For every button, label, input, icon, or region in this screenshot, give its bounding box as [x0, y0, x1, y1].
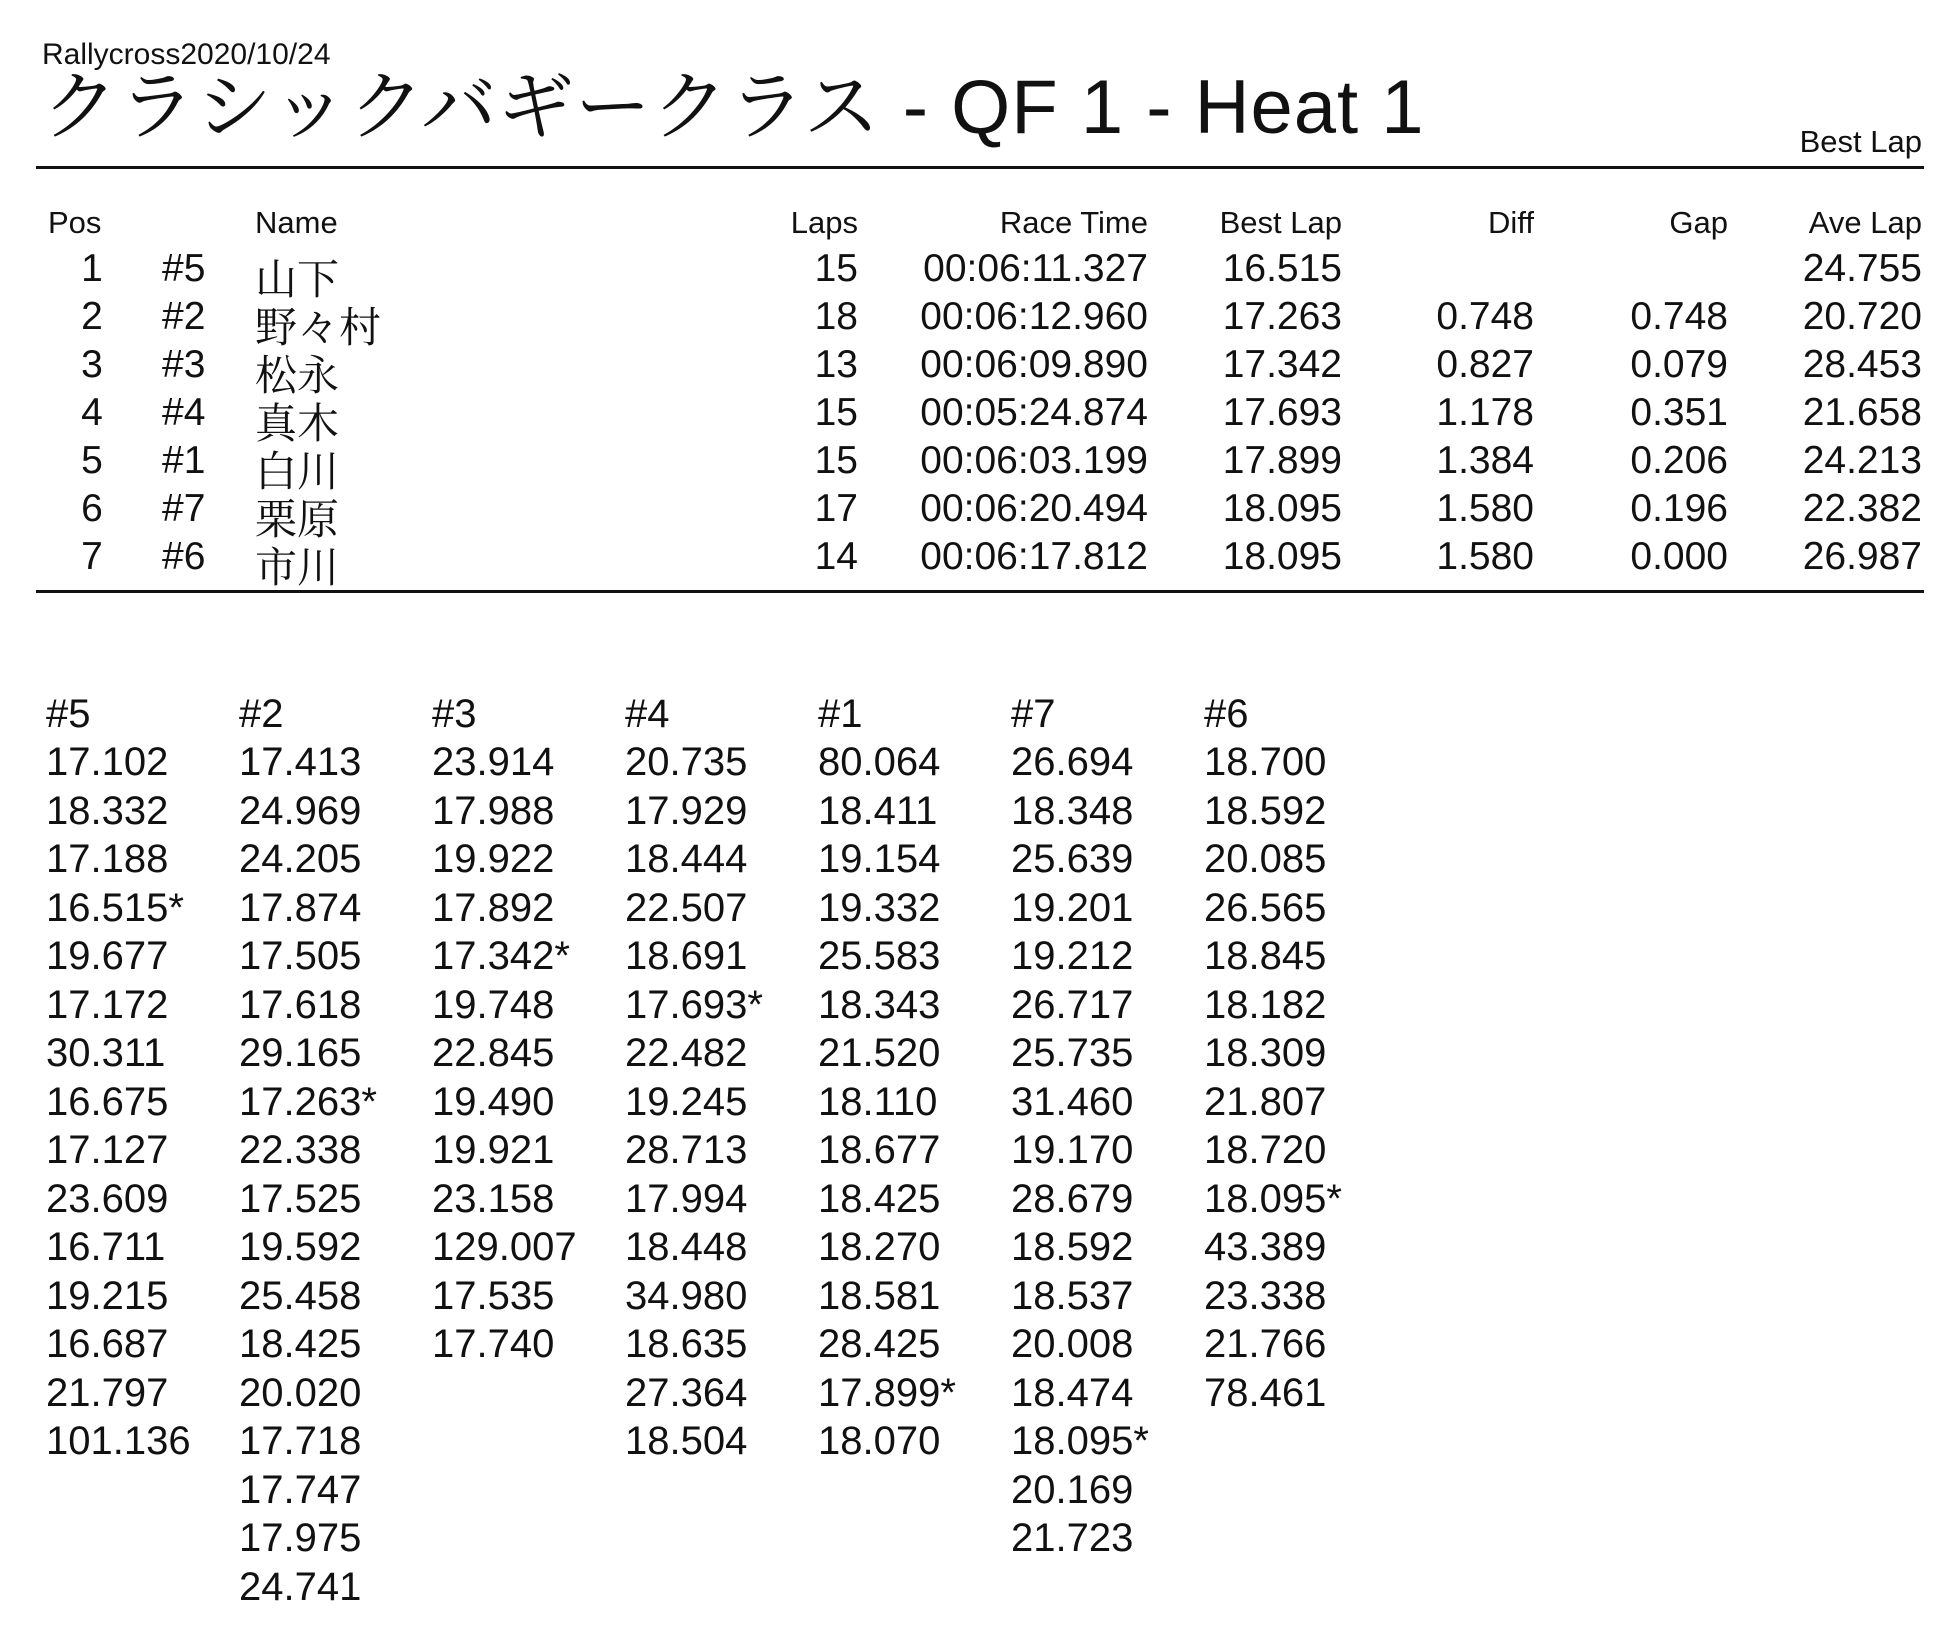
lap-time: 18.592 [1011, 1225, 1134, 1269]
row-car-number: #6 [162, 535, 206, 578]
lap-time: 23.609 [46, 1176, 169, 1221]
lap-time: 17.618 [239, 982, 362, 1027]
lap-time: 18.474 [1011, 1370, 1134, 1415]
lap-time: 21.723 [1011, 1516, 1134, 1560]
header-diff: Diff [1488, 205, 1534, 240]
row-diff: 0.827 [1436, 343, 1534, 386]
lap-column [432, 690, 625, 1611]
lap-time: 29.165 [239, 1031, 362, 1075]
lap-time: 18.110 [818, 1079, 938, 1124]
row-driver-name: 白川 [255, 447, 340, 496]
header-pos: Pos [48, 205, 102, 240]
header-name: Name [255, 205, 338, 240]
lap-time: 18.095* [1204, 1176, 1342, 1221]
lap-time: 18.845 [1204, 934, 1327, 978]
lap-time: 18.581 [818, 1273, 941, 1318]
row-driver-name: 栗原 [255, 495, 340, 544]
lap-time: 18.270 [818, 1225, 941, 1269]
row-gap: 0.351 [1630, 391, 1728, 434]
lap-time: 25.639 [1011, 837, 1134, 881]
lap-time: 19.245 [625, 1079, 748, 1124]
lap-time: 18.348 [1011, 788, 1134, 833]
lap-time: 31.460 [1011, 1079, 1134, 1124]
lap-column [1011, 690, 1204, 1611]
lap-time: 18.700 [1204, 740, 1327, 784]
lap-time: 21.797 [46, 1370, 169, 1415]
row-laps: 17 [814, 487, 858, 530]
lap-time: 19.592 [239, 1225, 362, 1269]
lap-time: 20.020 [239, 1370, 362, 1415]
lap-times-grid [46, 690, 1397, 1611]
lap-time: 20.735 [625, 740, 748, 784]
table-row [0, 487, 1956, 544]
lap-time: 78.461 [1204, 1370, 1327, 1415]
lap-time: 25.735 [1011, 1031, 1134, 1075]
row-gap: 0.196 [1630, 487, 1728, 530]
lap-time: 17.747 [239, 1467, 362, 1512]
lap-column [625, 690, 818, 1611]
lap-time: 26.717 [1011, 982, 1134, 1027]
row-diff: 0.748 [1436, 295, 1534, 338]
lap-time: 17.413 [239, 740, 362, 784]
lap-time: 18.444 [625, 837, 748, 881]
lap-time: 21.766 [1204, 1322, 1327, 1366]
top-rule [36, 166, 1924, 169]
lap-time: 28.679 [1011, 1176, 1134, 1221]
row-ave-lap: 28.453 [1802, 343, 1922, 386]
lap-time: 17.929 [625, 788, 748, 833]
lap-column-car-number: #4 [625, 692, 670, 736]
lap-time: 18.720 [1204, 1128, 1327, 1172]
lap-time: 18.425 [239, 1322, 362, 1366]
lap-column-car-number: #5 [46, 692, 91, 736]
row-race-time: 00:06:11.327 [923, 247, 1148, 290]
lap-time: 17.505 [239, 934, 362, 978]
row-best-lap: 17.342 [1222, 343, 1342, 386]
lap-column-car-number: #2 [239, 692, 284, 736]
lap-time: 19.154 [818, 837, 941, 881]
row-car-number: #7 [162, 487, 206, 530]
table-row [0, 343, 1956, 400]
lap-time: 17.525 [239, 1176, 362, 1221]
row-race-time: 00:06:17.812 [920, 535, 1148, 578]
row-laps: 15 [814, 247, 858, 290]
row-gap: 0.748 [1630, 295, 1728, 338]
lap-time: 24.741 [239, 1564, 362, 1609]
row-race-time: 00:05:24.874 [920, 391, 1148, 434]
row-driver-name: 市川 [255, 543, 340, 592]
event-date: Rallycross2020/10/24 [42, 38, 331, 71]
lap-time: 18.448 [625, 1225, 748, 1269]
lap-time: 24.969 [239, 788, 362, 833]
lap-time: 22.507 [625, 885, 748, 930]
table-row [0, 295, 1956, 352]
lap-time: 101.136 [46, 1419, 191, 1463]
row-car-number: #4 [162, 391, 206, 434]
lap-time: 28.713 [625, 1128, 748, 1172]
lap-time: 17.127 [46, 1128, 169, 1172]
row-pos: 1 [81, 247, 103, 290]
row-pos: 4 [81, 391, 103, 434]
lap-time: 19.215 [46, 1273, 169, 1318]
lap-time: 19.748 [432, 982, 555, 1027]
lap-column-car-number: #7 [1011, 692, 1056, 736]
row-best-lap: 18.095 [1222, 487, 1342, 530]
lap-column-car-number: #3 [432, 692, 477, 736]
row-laps: 13 [814, 343, 858, 386]
lap-time: 17.740 [432, 1322, 555, 1366]
lap-time: 17.342* [432, 934, 570, 978]
row-pos: 7 [81, 535, 103, 578]
lap-time: 19.922 [432, 837, 555, 881]
lap-time: 20.169 [1011, 1467, 1134, 1512]
lap-column [46, 690, 239, 1611]
lap-time: 18.504 [625, 1419, 748, 1463]
row-race-time: 00:06:03.199 [920, 439, 1148, 482]
row-best-lap: 17.899 [1222, 439, 1342, 482]
lap-time: 28.425 [818, 1322, 941, 1366]
lap-time: 17.899* [818, 1370, 956, 1415]
lap-time: 19.332 [818, 885, 941, 930]
row-ave-lap: 24.213 [1802, 439, 1922, 482]
lap-time: 17.994 [625, 1176, 748, 1221]
lap-time: 18.537 [1011, 1273, 1134, 1318]
row-car-number: #5 [162, 247, 206, 290]
lap-time: 17.892 [432, 885, 555, 930]
lap-time: 24.205 [239, 837, 362, 881]
lap-column-car-number: #6 [1204, 692, 1249, 736]
row-best-lap: 17.693 [1222, 391, 1342, 434]
row-race-time: 00:06:12.960 [920, 295, 1148, 338]
table-row [0, 439, 1956, 496]
row-laps: 18 [814, 295, 858, 338]
row-race-time: 00:06:09.890 [920, 343, 1148, 386]
lap-time: 34.980 [625, 1273, 748, 1318]
row-diff: 1.384 [1436, 439, 1534, 482]
lap-time: 17.535 [432, 1273, 555, 1318]
row-pos: 3 [81, 343, 103, 386]
lap-time: 16.711 [46, 1225, 166, 1269]
lap-time: 18.691 [625, 934, 748, 978]
results-table [0, 205, 1956, 592]
lap-time: 18.592 [1204, 788, 1327, 833]
lap-time: 23.914 [432, 740, 555, 784]
row-diff: 1.580 [1436, 535, 1534, 578]
lap-time: 23.158 [432, 1176, 555, 1221]
lap-time: 18.635 [625, 1322, 748, 1366]
row-race-time: 00:06:20.494 [920, 487, 1148, 530]
lap-time: 19.212 [1011, 934, 1134, 978]
row-best-lap: 16.515 [1222, 247, 1342, 290]
lap-time: 20.008 [1011, 1322, 1134, 1366]
lap-time: 17.975 [239, 1516, 362, 1560]
lap-column [1204, 690, 1397, 1611]
lap-time: 25.583 [818, 934, 941, 978]
table-row [0, 535, 1956, 592]
lap-time: 17.988 [432, 788, 555, 833]
lap-time: 16.687 [46, 1322, 169, 1366]
row-ave-lap: 21.658 [1802, 391, 1922, 434]
lap-time: 18.095* [1011, 1419, 1149, 1463]
row-best-lap: 17.263 [1222, 295, 1342, 338]
row-pos: 6 [81, 487, 103, 530]
row-ave-lap: 24.755 [1802, 247, 1922, 290]
table-row [0, 391, 1956, 448]
lap-time: 18.425 [818, 1176, 941, 1221]
lap-time: 17.188 [46, 837, 169, 881]
row-laps: 15 [814, 391, 858, 434]
header-race-time: Race Time [999, 205, 1148, 240]
row-car-number: #3 [162, 343, 206, 386]
lap-time: 17.263* [239, 1079, 377, 1124]
lap-time: 80.064 [818, 740, 941, 784]
lap-time: 18.332 [46, 788, 169, 833]
lap-time: 19.490 [432, 1079, 555, 1124]
row-gap: 0.000 [1630, 535, 1728, 578]
page-title: クラシックバギークラス - QF 1 - Heat 1 [42, 65, 1425, 150]
lap-time: 17.172 [46, 982, 169, 1027]
lap-time: 129.007 [432, 1225, 577, 1269]
lap-time: 25.458 [239, 1273, 362, 1318]
lap-time: 20.085 [1204, 837, 1327, 881]
lap-column [239, 690, 432, 1611]
lap-time: 19.201 [1011, 885, 1134, 930]
header-laps: Laps [790, 205, 858, 240]
lap-time: 18.411 [818, 788, 938, 833]
lap-time: 18.343 [818, 982, 941, 1027]
lap-time: 27.364 [625, 1370, 748, 1415]
lap-time: 17.718 [239, 1419, 362, 1463]
results-body [0, 247, 1956, 592]
row-driver-name: 山下 [255, 255, 340, 304]
results-header [0, 205, 1956, 247]
lap-column-car-number: #1 [818, 692, 863, 736]
row-laps: 14 [814, 535, 858, 578]
lap-time: 19.170 [1011, 1128, 1134, 1172]
lap-time: 22.338 [239, 1128, 362, 1172]
lap-time: 16.515* [46, 885, 184, 930]
bottom-rule [36, 590, 1924, 593]
lap-time: 18.182 [1204, 982, 1327, 1027]
row-gap: 0.079 [1630, 343, 1728, 386]
row-ave-lap: 22.382 [1802, 487, 1922, 530]
row-best-lap: 18.095 [1222, 535, 1342, 578]
row-ave-lap: 20.720 [1802, 295, 1922, 338]
row-pos: 2 [81, 295, 103, 338]
header-ave-lap: Ave Lap [1808, 205, 1922, 240]
lap-time: 21.520 [818, 1031, 941, 1075]
lap-time: 18.309 [1204, 1031, 1327, 1075]
lap-time: 23.338 [1204, 1273, 1327, 1318]
lap-time: 43.389 [1204, 1225, 1327, 1269]
row-gap: 0.206 [1630, 439, 1728, 482]
lap-time: 18.070 [818, 1419, 941, 1463]
lap-time: 18.677 [818, 1128, 941, 1172]
row-driver-name: 真木 [255, 399, 340, 448]
lap-time: 22.845 [432, 1031, 555, 1075]
lap-time: 26.694 [1011, 740, 1134, 784]
row-diff: 1.178 [1436, 391, 1534, 434]
lap-time: 26.565 [1204, 885, 1327, 930]
table-row [0, 247, 1956, 304]
row-car-number: #1 [162, 439, 206, 482]
lap-time: 30.311 [46, 1031, 166, 1075]
lap-time: 16.675 [46, 1079, 169, 1124]
row-pos: 5 [81, 439, 103, 482]
row-diff: 1.580 [1436, 487, 1534, 530]
row-ave-lap: 26.987 [1802, 535, 1922, 578]
sort-label: Best Lap [1799, 124, 1922, 159]
header-gap: Gap [1669, 205, 1728, 240]
lap-time: 17.102 [46, 740, 169, 784]
row-laps: 15 [814, 439, 858, 482]
lap-time: 19.921 [432, 1128, 555, 1172]
lap-column [818, 690, 1011, 1611]
lap-time: 19.677 [46, 934, 169, 978]
header-best-lap: Best Lap [1219, 205, 1342, 240]
lap-time: 17.693* [625, 982, 763, 1027]
lap-time: 22.482 [625, 1031, 748, 1075]
row-driver-name: 松永 [255, 351, 340, 400]
lap-time: 17.874 [239, 885, 362, 930]
lap-time: 21.807 [1204, 1079, 1327, 1124]
row-driver-name: 野々村 [255, 303, 382, 352]
row-car-number: #2 [162, 295, 206, 338]
